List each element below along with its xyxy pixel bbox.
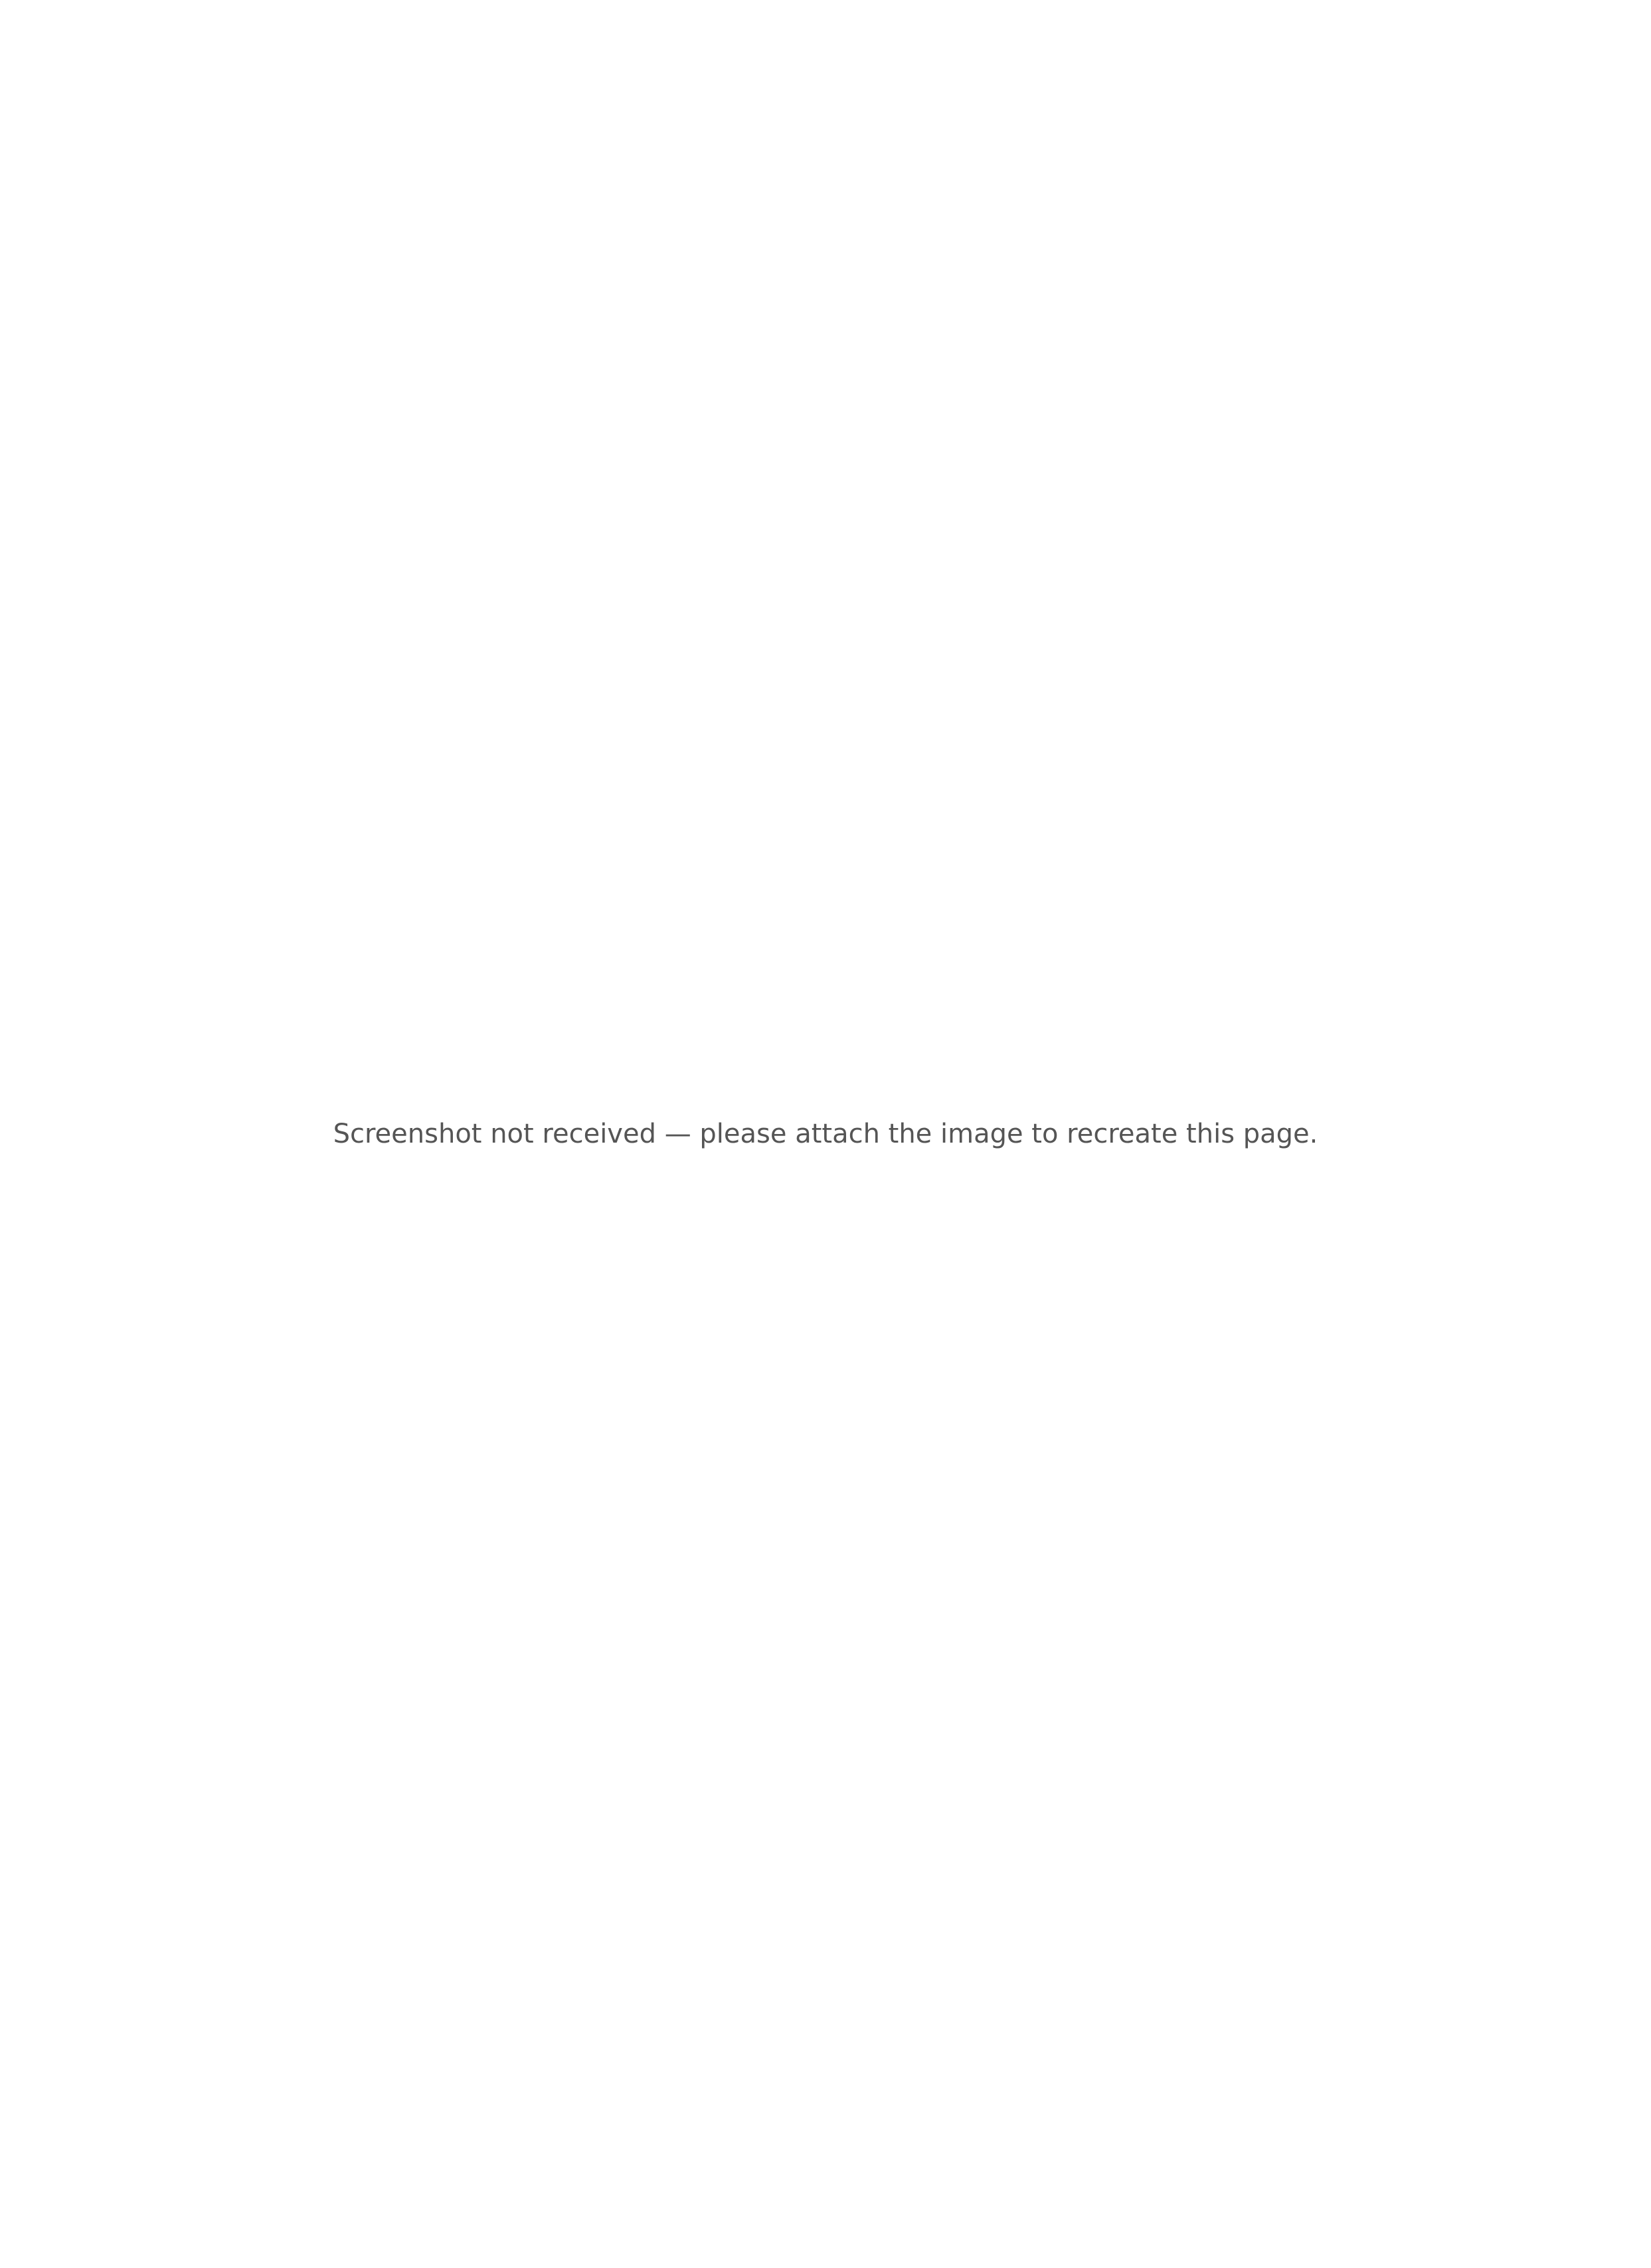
missing-image-notice: Screenshot not received — please attach the image to recreate this page.	[333, 1119, 1318, 1149]
